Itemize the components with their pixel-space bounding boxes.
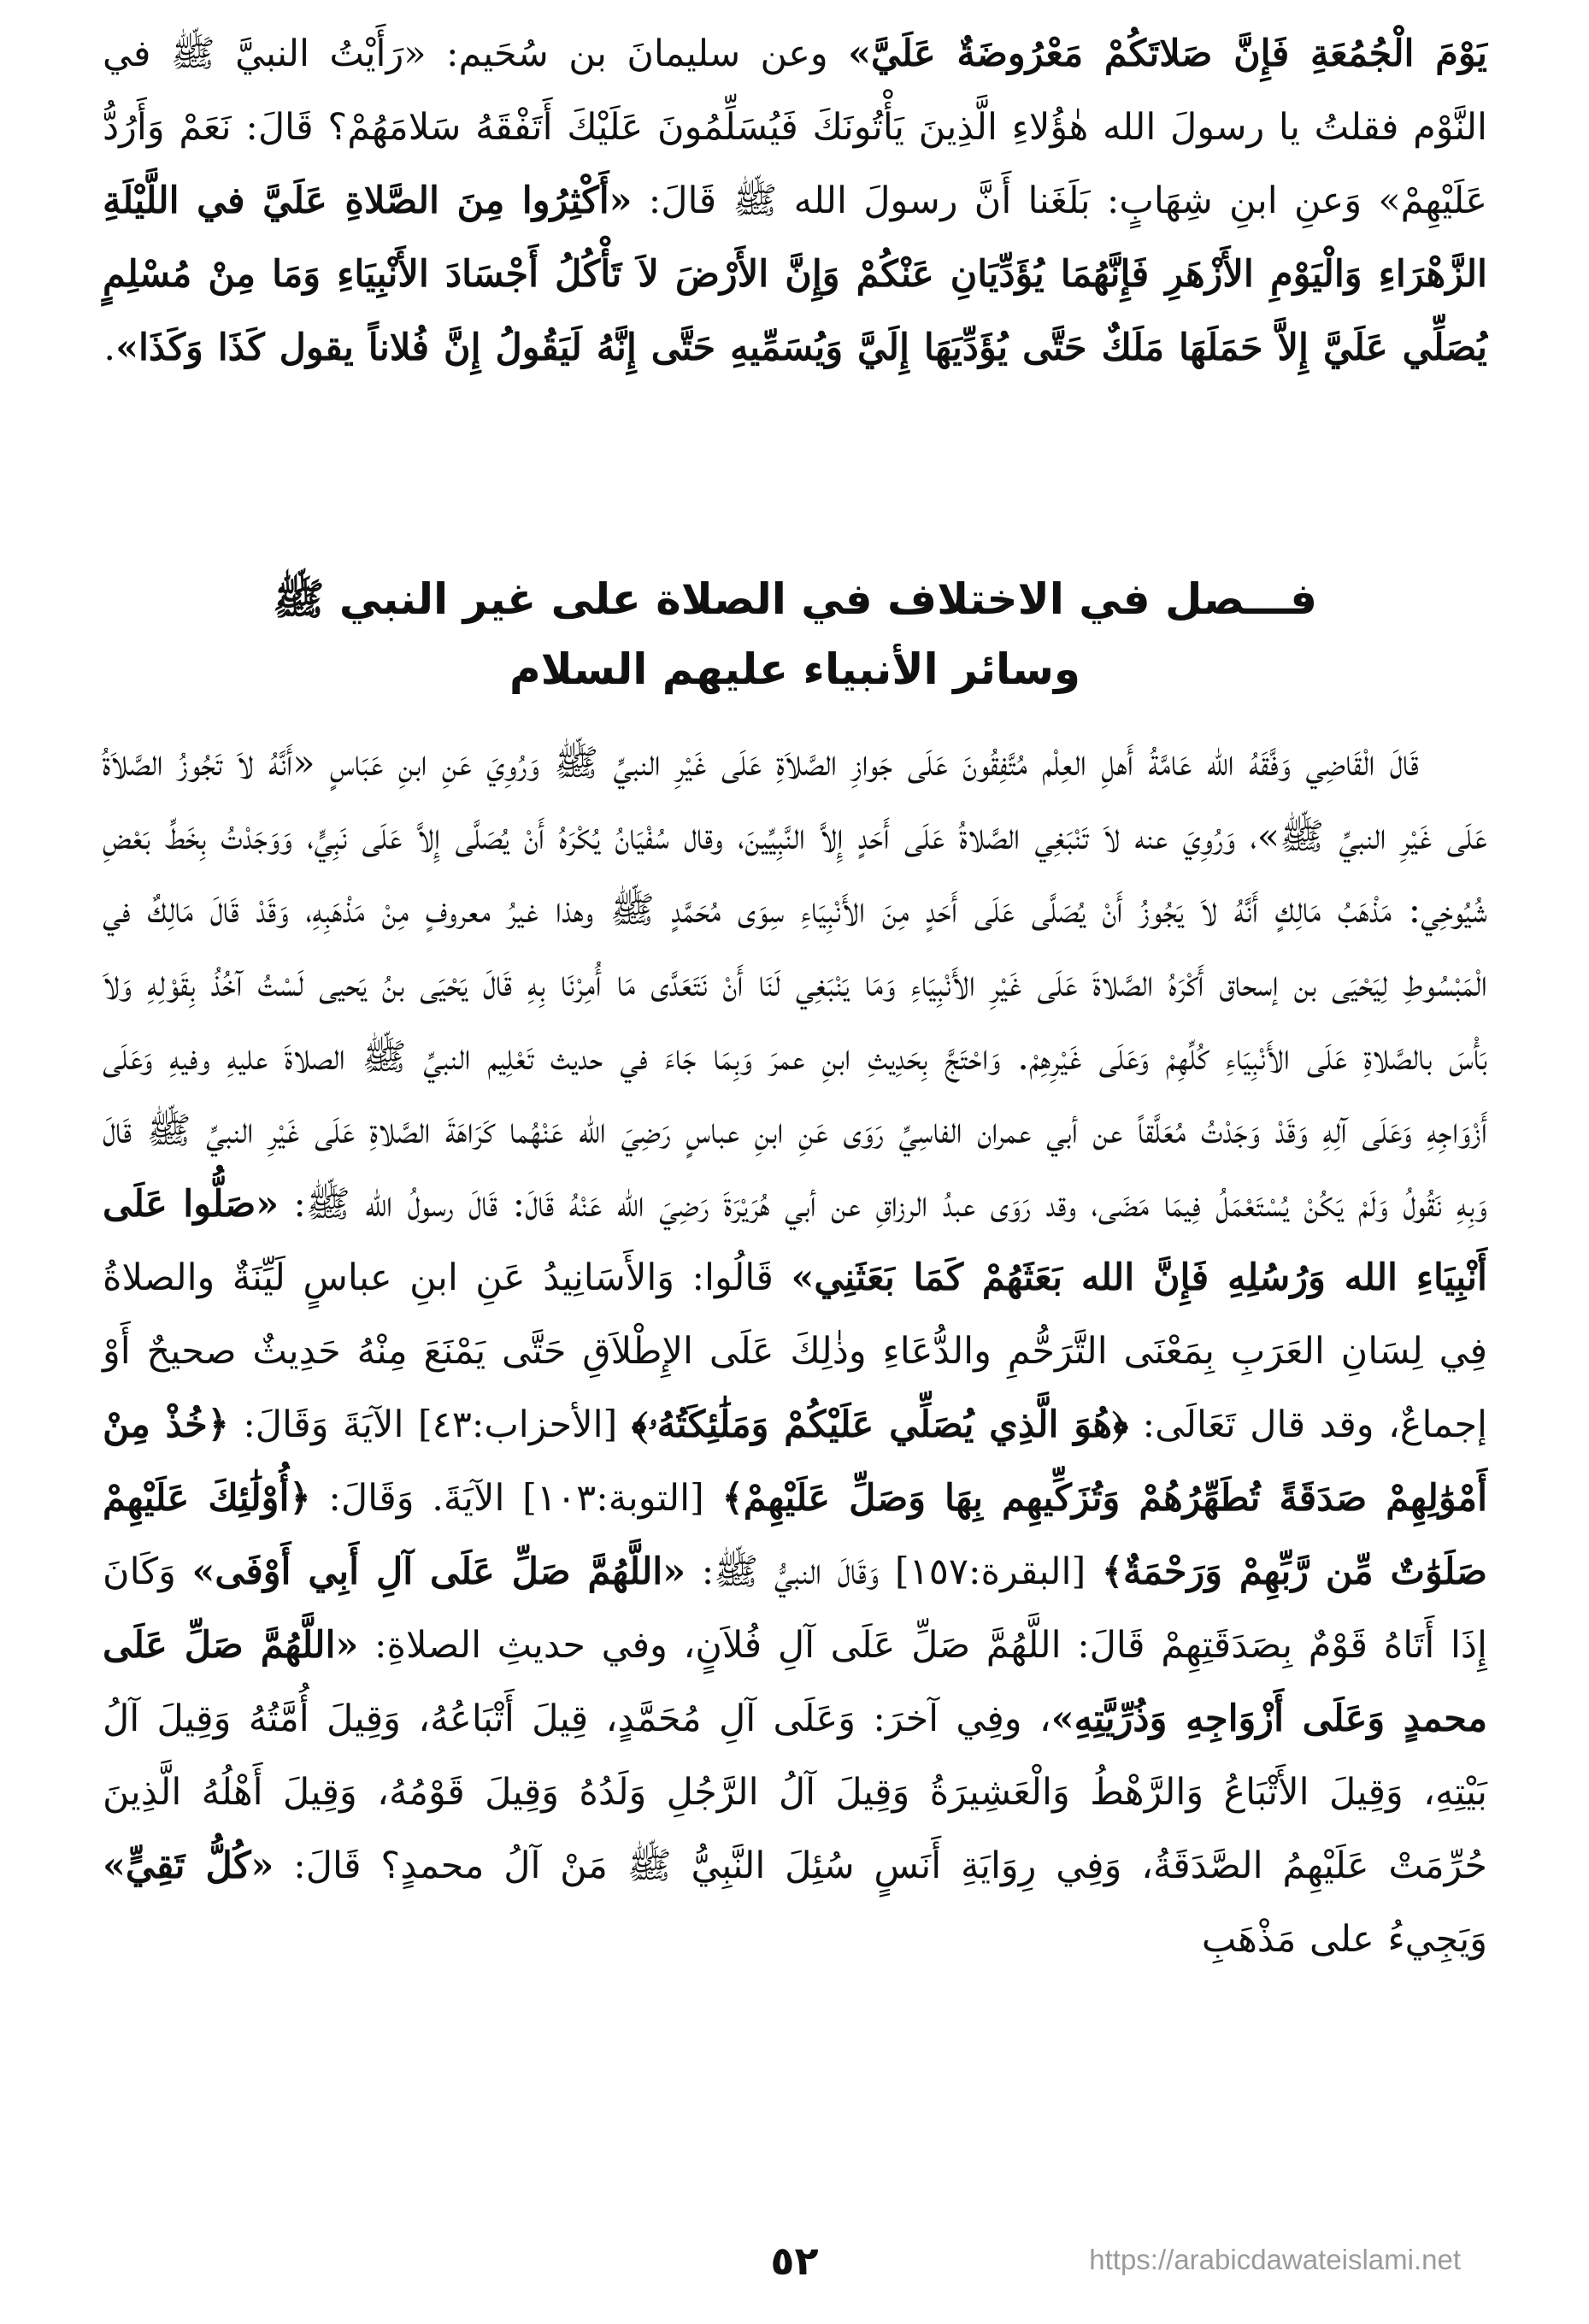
body-paragraph — [103, 727, 1487, 1976]
heading-line-1: فـــصل في الاختلاف في الصلاة على غير النبي ﷺ — [273, 574, 1317, 624]
quran-verse-baqarah: ﴿أُوْلَٰئِكَ عَلَيْهِمْ صَلَوَٰتٌ مِّن رَّبِّهِمْ وَرَحْمَةٌ﴾ — [103, 1477, 1487, 1593]
verse-ref-ahzab: [الأحزاب:٤٣] الآيَةَ وَقَالَ: — [228, 1403, 632, 1446]
hadith-bold-text: «أَكْثِرُوا مِنَ الصَّلاةِ عَلَيَّ في اللَّيْلَةِ الزَّهْرَاءِ وَالْيَوْمِ الأَزْهَرِ فَإِنَّهُمَا يُؤَدِّيَانِ عَنْكُمْ وَإِنَّ الأَرْضَ لاَ تَأْكُلُ أَجْسَادَ الأَنْبِيَاءِ وَمَا مِنْ مُسْلِمٍ يُصَلِّي عَلَيَّ إِلاَّ حَمَلَهَا مَلَكٌ حَتَّى يُؤَدِّيَهَا إِلَيَّ وَيُسَمِّيهِ حَتَّى إِنَّهُ لَيَقُولُ إِنَّ فُلاناً يقول كَذَا وَكَذَا» — [103, 179, 1487, 369]
body-text-2: قَالُوا: وَالأَسَانِيدُ عَنِ ابنِ عباسٍ لَيِّنَةٌ والصلاةُ فِي لِسَانِ العَرَبِ بِمَعْنَى التَّرَحُّمِ والدُّعَاءِ وذٰلِكَ عَلَى الإِطْلاَقِ حَتَّى يَمْنَعَ مِنْهُ حَدِيثٌ صحيحٌ أَوْ إجماعٌ، وقد قال تَعَالَى: — [103, 1256, 1487, 1446]
verse-ref-baqarah: [البقرة:١٥٧] وَقَالَ النبيُّ ﷺ: — [686, 1550, 1102, 1593]
body-text-3: وَكَانَ إِذَا أَتَاهُ قَوْمٌ بِصَدَقَتِهِمْ قَالَ: اللَّهُمَّ صَلِّ عَلَى آلِ فُلاَنٍ، وفي حديثِ الصلاةِ: — [103, 1550, 1487, 1667]
top-paragraph-end: . — [103, 327, 116, 369]
quran-verse-ahzab: ﴿هُوَ الَّذِي يُصَلِّي عَلَيْكُمْ وَمَلَٰئِكَتُهُۥ﴾ — [631, 1403, 1129, 1446]
page-number: ٥٢ — [770, 2238, 819, 2284]
top-paragraph — [103, 17, 1487, 385]
quran-verse-tawbah: ﴿خُذْ مِنْ أَمْوَٰلِهِمْ صَدَقَةً تُطَهِّرُهُمْ وَتُزَكِّيهِم بِهَا وَصَلِّ عَلَيْهِمْ﴾ — [103, 1403, 1488, 1520]
hadith-kull-taqi: «كُلُّ تَقِيٍّ» — [103, 1844, 274, 1887]
hadith-azwaj: «اللَّهُمَّ صَلِّ عَلَى محمدٍ وَعَلَى أَزْوَاجِهِ وَذُرِّيَّتِهِ» — [103, 1624, 1487, 1740]
verse-ref-tawbah: [التوبة:١٠٣] الآيَةَ. وَقَالَ: — [310, 1477, 722, 1520]
hadith-friday-bold: يَوْمَ الْجُمُعَةِ فَإِنَّ صَلاتَكُمْ مَعْرُوضَةٌ عَلَيَّ» — [848, 32, 1487, 75]
top-paragraph-text: وعن سليمانَ بن سُحَيم: «رَأَيْتُ النبيَّ ﷺ في النَّوْم فقلتُ يا رسولَ الله هٰؤُلاءِ الَّذِينَ يَأْتُونَكَ فَيُسَلِّمُونَ عَلَيْكَ أَتَفْقَهُ سَلامَهُمْ؟ قَالَ: نَعَمْ وَأَرُدُّ عَلَيْهِمْ» وَعنِ ابنِ شِهَابٍ: بَلَغَنا أَنَّ رسولَ الله ﷺ قَالَ: — [103, 32, 1487, 222]
watermark-url: https://arabicdawateislami.net — [1089, 2244, 1461, 2275]
body-text-5: وَيَجِيءُ على مَذْهَبِ — [1201, 1918, 1487, 1961]
section-heading — [103, 564, 1487, 704]
body-text-1: قَالَ الْقَاضِي وَفَّقَهُ الله عَامَّةُ أَهلِ العِلْم مُتَّفِقُونَ عَلَى جَوازِ الصَّلاَةِ عَلَى غَيْرِ النبيِّ ﷺ وَرُوِيَ عَنِ ابنِ عَبَاسٍ «أَنَّهُ لاَ تَجُوزُ الصَّلاَةُ عَلَى غَيْرِ النبيِّ ﷺ»، وَرُوِيَ عنه لاَ تَنْبَغِي الصَّلاةُ عَلَى أَحَدٍ إِلاَّ النَّبِيِّينَ، وقال سُفْيَانُ يُكْرَهُ أَنْ يُصَلَّى إِلاَّ عَلَى نَبِيٍّ، وَوَجَدْتُ بِخَطِّ بَعْضِ شُيُوخِي: مَذْهَبُ مَالِكٍ أَنَّهُ لاَ يَجُوزُ أَنْ يُصَلَّى عَلَى أَحَدٍ مِنَ الأَنْبِيَاءِ سِوَى مُحَمَّدٍ ﷺ وهذا غيرُ معروفٍ مِنْ مَذْهَبِهِ، وَقَدْ قَالَ مَالِكٌ في الْمَبْسُوطِ لِيَحْيَى بن إسحاق أَكْرَهُ الصَّلاةَ عَلَى غَيْرِ الأَنْبِيَاءِ وَمَا يَنْبَغِي لَنَا أَنْ نَتَعَدَّى مَا أُمِرْنَا بِهِ قَالَ يَحْيَى بنُ يَحيى لَسْتُ آخُذُ بِقَوْلِهِ وَلاَ بَأْسَ بالصَّلاةِ عَلَى الأَنْبِيَاءِ كُلِّهِمْ وَعَلَى غَيْرِهِمْ. وَاحْتَجَّ بِحَدِيثِ ابنِ عمرَ وَبِمَا جَاءَ في حديث تَعْلِيم النبيِّ ﷺ الصلاةَ عليهِ وفيهِ وَعَلَى أَزْوَاجِهِ وَعَلَى آلِهِ وَقَدْ وَجَدْتُ مُعَلَّقاً عن أبي عمران الفاسِيِّ رَوَى عَنِ ابنِ عباسٍ رَضِيَ الله عَنْهُما كَرَاهَةَ الصَّلاةِ عَلَى غَيْرِ النبيِّ ﷺ قَالَ وَبِهِ نَقُولُ وَلَمْ يَكُنْ يُسْتَعْمَلُ فِيمَا مَضَى، وقد رَوَى عبدُ الرزاقِ عن أبي هُرَيْرَةَ رَضِيَ الله عَنْهُ قَالَ: قَالَ رسولُ الله ﷺ: — [103, 742, 1487, 1226]
hadith-abi-awfa: «اللَّهُمَّ صَلِّ عَلَى آلِ أَبِي أَوْفَى» — [191, 1550, 686, 1593]
body-text-4: ، وفِي آخرَ: وَعَلَى آلِ مُحَمَّدٍ، قِيلَ أَتْبَاعُهُ، وَقِيلَ أُمَّتُهُ وَقِيلَ آلُ بَيْتِهِ، وَقِيلَ الأَتْبَاعُ وَالرَّهْطُ وَالْعَشِيرَةُ وَقِيلَ آلُ الرَّجُلِ وَلَدُهُ وَقِيلَ قَوْمُهُ، وَقِيلَ أَهْلُهُ الَّذِينَ حُرِّمَتْ عَلَيْهِمُ الصَّدَقَةُ، وَفِي رِوَايَةِ أَنَسٍ سُئِلَ النَّبِيُّ ﷺ مَنْ آلُ محمدٍ؟ قَالَ: — [103, 1697, 1487, 1887]
heading-line-2: وسائر الأنبياء عليهم السلام — [509, 644, 1081, 694]
hadith-prophets-bold: «صَلُّوا عَلَى أَنْبِيَاءِ الله وَرُسُلِهِ فَإِنَّ الله بَعَثَهُمْ كَمَا بَعَثَنِي» — [103, 1183, 1487, 1299]
